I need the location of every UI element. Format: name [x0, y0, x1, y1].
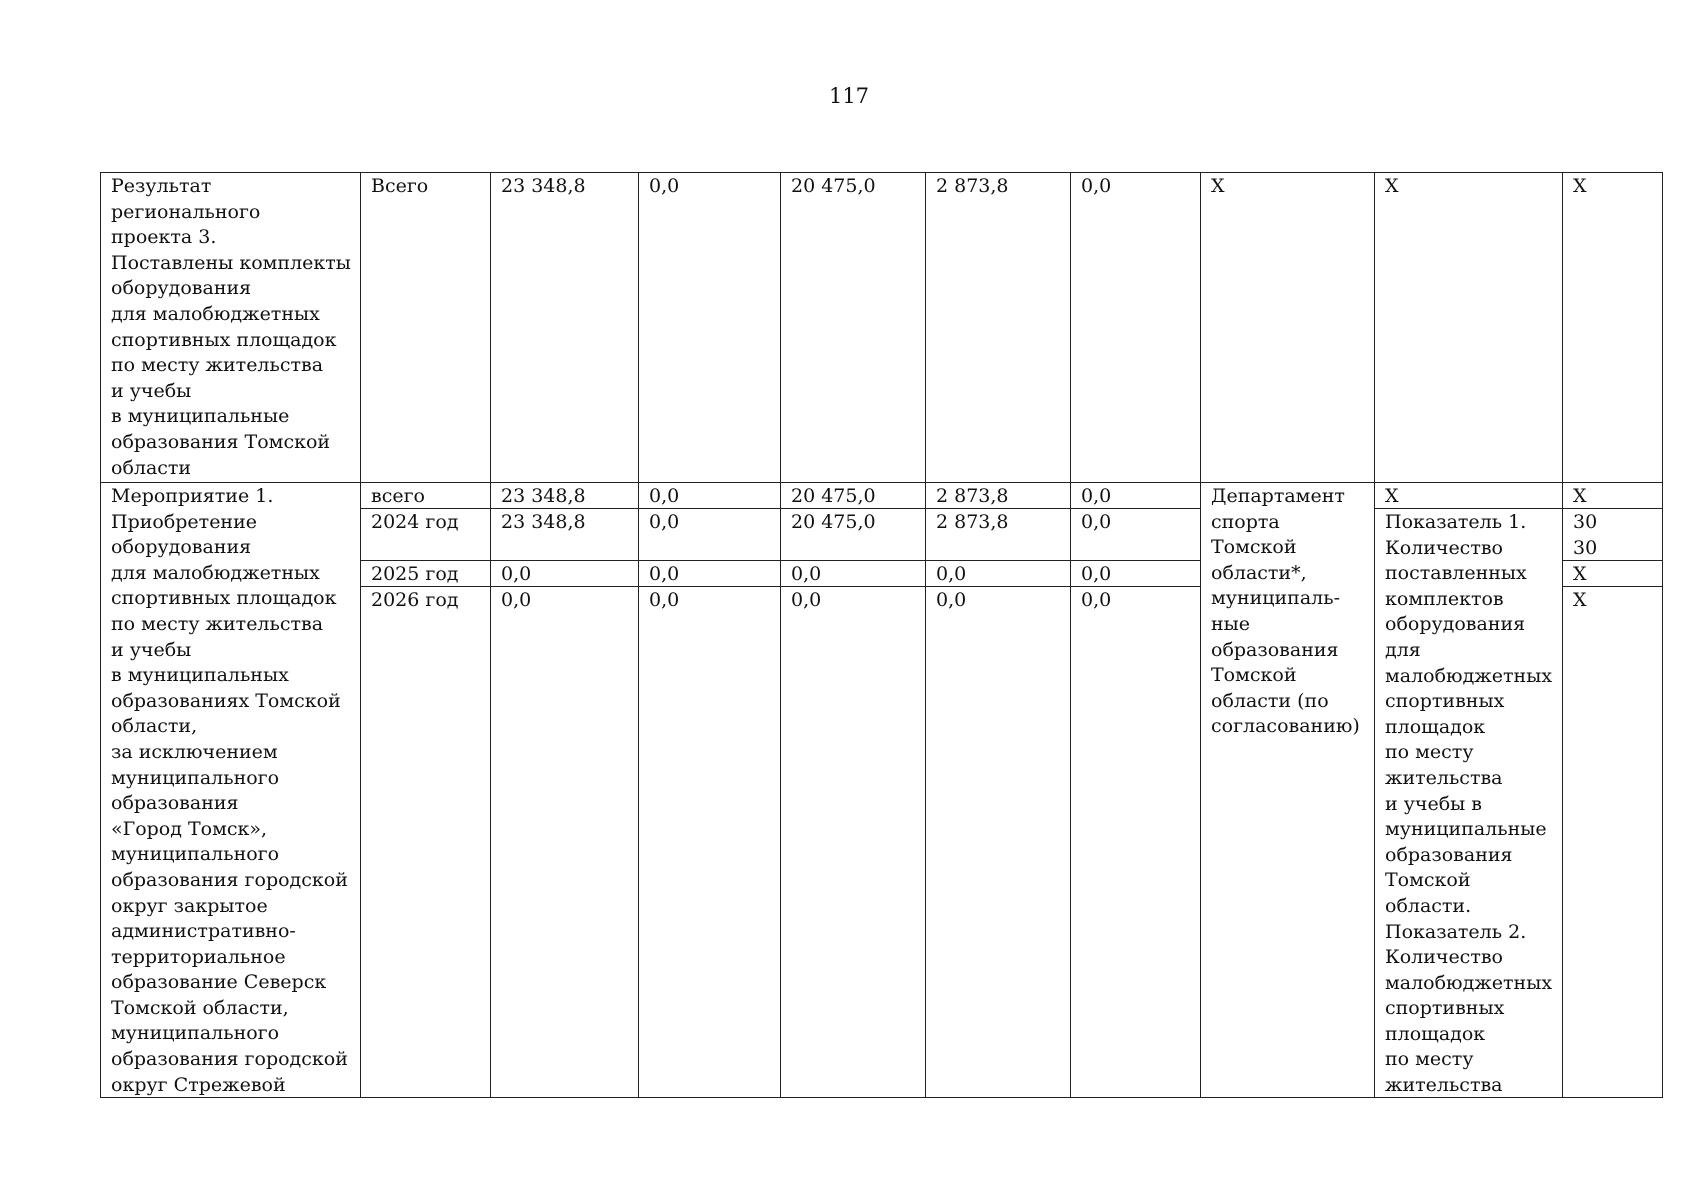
year-other-cell: 0,0	[1081, 485, 1112, 507]
table-border-bottom	[100, 1097, 1663, 1098]
column-divider	[1070, 172, 1071, 1098]
result-federal-cell: 0,0	[649, 175, 680, 197]
row-divider	[1562, 560, 1663, 561]
measure-name-cell: Мероприятие 1. Приобретение оборудования для малобюджетных спортивных площадок по месту жительства и учебы в муниципальных образованиях Томской области, за исключением муниципального образования «Город Томск», муниципального образования городской округ закрытое административно- территориальное образование Северск Томской области, муниципального образования городской округ Стрежевой	[111, 485, 348, 1096]
result-value-cell: X	[1573, 175, 1587, 197]
year-total-cell: 23 348,8	[501, 485, 586, 507]
column-divider	[780, 172, 781, 1098]
result-executor-cell: X	[1211, 175, 1225, 197]
year-federal-cell: 0,0	[649, 511, 680, 533]
result-indicator-cell: X	[1385, 175, 1399, 197]
year-value-cell: X	[1573, 563, 1587, 585]
year-regional-cell: 0,0	[791, 563, 822, 585]
measure-indicator-header-cell: X	[1385, 485, 1399, 507]
column-divider	[1562, 172, 1563, 1098]
year-federal-cell: 0,0	[649, 485, 680, 507]
year-period-cell: всего	[371, 485, 425, 507]
row-divider	[100, 482, 1663, 483]
year-other-cell: 0,0	[1081, 563, 1112, 585]
year-period-cell: 2026 год	[371, 589, 459, 611]
table-border-top	[100, 172, 1663, 173]
row-divider	[1562, 586, 1663, 587]
measure-executor-cell: Департамент спорта Томской области*, муниципаль- ные образования Томской области (по согласованию)	[1211, 485, 1360, 738]
year-federal-cell: 0,0	[649, 563, 680, 585]
table-border-right	[1662, 172, 1663, 1098]
year-local-cell: 2 873,8	[936, 511, 1009, 533]
page-number: 117	[828, 84, 870, 108]
column-divider	[638, 172, 639, 1098]
column-divider	[490, 172, 491, 1098]
result-total-cell: 23 348,8	[501, 175, 586, 197]
result-period-cell: Всего	[371, 175, 429, 197]
result-regional-cell: 20 475,0	[791, 175, 876, 197]
year-total-cell: 0,0	[501, 563, 532, 585]
year-other-cell: 0,0	[1081, 589, 1112, 611]
table-border-left	[100, 172, 101, 1098]
year-federal-cell: 0,0	[649, 589, 680, 611]
row-divider	[360, 560, 1200, 561]
row-divider	[360, 586, 1200, 587]
column-divider	[1200, 172, 1201, 1098]
document-table	[100, 172, 1663, 1098]
column-divider	[360, 172, 361, 1098]
result-local-cell: 2 873,8	[936, 175, 1009, 197]
result-name-cell: Результат регионального проекта 3. Поставлены комплекты оборудования для малобюджетных спортивных площадок по месту жительства и учебы в муниципальные образования Томской области	[111, 175, 351, 479]
year-regional-cell: 20 475,0	[791, 511, 876, 533]
year-period-cell: 2025 год	[371, 563, 459, 585]
column-divider	[1374, 172, 1375, 1098]
year-other-cell: 0,0	[1081, 511, 1112, 533]
year-local-cell: 2 873,8	[936, 485, 1009, 507]
year-local-cell: 0,0	[936, 589, 967, 611]
year-local-cell: 0,0	[936, 563, 967, 585]
year-value-cell: X	[1573, 485, 1587, 507]
year-regional-cell: 20 475,0	[791, 485, 876, 507]
year-total-cell: 0,0	[501, 589, 532, 611]
year-value-cell: X	[1573, 589, 1587, 611]
column-divider	[925, 172, 926, 1098]
row-divider	[360, 508, 1200, 509]
year-total-cell: 23 348,8	[501, 511, 586, 533]
measure-indicator-cell: Показатель 1. Количество поставленных комплектов оборудования для малобюджетных спортивных площадок по месту жительства и учебы в муниципальные образования Томской области. Показатель 2. Количество малобюджетных спортивных площадок по месту жительства	[1385, 511, 1553, 1097]
year-value-cell: 30 30	[1573, 511, 1598, 559]
year-period-cell: 2024 год	[371, 511, 459, 533]
year-regional-cell: 0,0	[791, 589, 822, 611]
row-divider	[1374, 508, 1663, 509]
result-other-cell: 0,0	[1081, 175, 1112, 197]
